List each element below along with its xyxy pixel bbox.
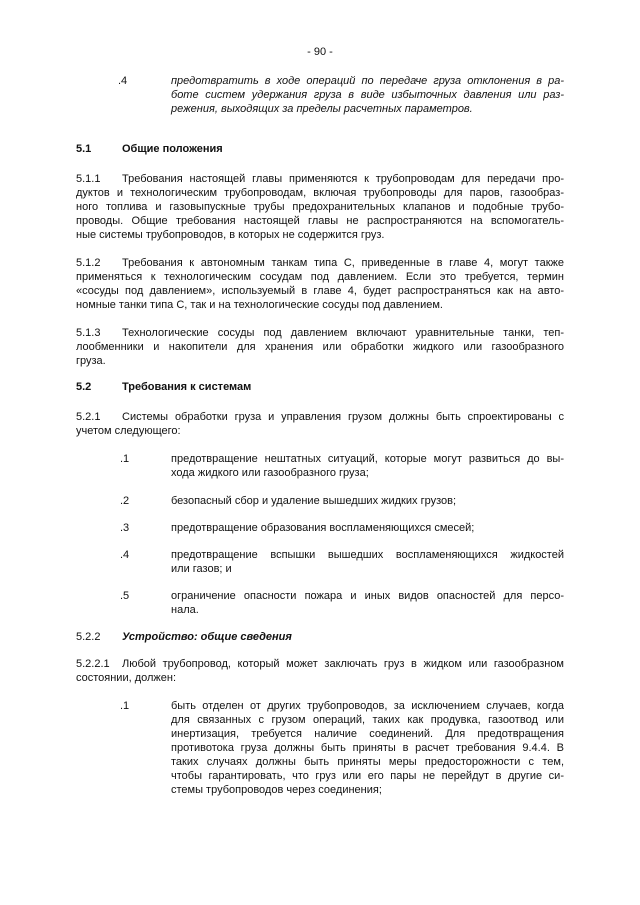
para-5-1-3-line: груза. — [76, 355, 106, 367]
list-item-line: или газов; и — [171, 563, 232, 575]
para-5-1-2-line: применяться к технологическим сосудам под давлением. Если это требуется, термин — [76, 271, 564, 283]
para-5-1-1-line: Требования настоящей главы применяются к трубопроводам для передачи про- — [122, 173, 564, 185]
section-5-2-number: 5.2 — [76, 381, 92, 393]
list-item-line: хода жидкого или газообразного груза; — [171, 467, 369, 479]
list-item-number: .3 — [120, 522, 130, 534]
para-5-1-3-line: лообменники и накопители для хранения или обработки жидкого или газообразного — [76, 341, 564, 353]
section-5-2-2-number: 5.2.2 — [76, 631, 101, 643]
list-item-number: .2 — [120, 495, 130, 507]
list-item-line: предотвращение нештатных ситуаций, которые могут развиться до вы- — [171, 453, 564, 465]
sub-item-line: противотока груза должны быть приняты в расчет требования 9.4.4. В — [171, 742, 564, 754]
sub-item-line: быть отделен от других трубопроводов, за исключением случаев, когда — [171, 700, 564, 712]
section-5-1-number: 5.1 — [76, 143, 92, 155]
para-5-2-1-line: Системы обработки груза и управления грузом должны быть спроектированы с — [122, 411, 564, 423]
para-5-1-3-line: Технологические сосуды под давлением включают уравнительные танки, теп- — [122, 327, 564, 339]
para-5-1-1-line: ные системы трубопроводов, в которых не содержится груз. — [76, 229, 385, 241]
section-5-2-title: Требования к системам — [122, 381, 252, 393]
list-item-line: безопасный сбор и удаление вышедших жидких грузов; — [171, 495, 457, 507]
para-5-1-1-number: 5.1.1 — [76, 173, 101, 185]
para-5-1-1-line: дуктов и технологическим трубопроводам, включая трубопроводы для паров, газообраз- — [76, 187, 564, 199]
list-item-line: предотвращение вспышки вышедших воспламеняющихся жидкостей — [171, 549, 564, 561]
para-5-1-2-number: 5.1.2 — [76, 257, 101, 269]
page-number: - 90 - — [307, 46, 333, 58]
intro-item-line: режения, выходящих за пределы расчетных параметров. — [171, 103, 473, 115]
list-item-number: .1 — [120, 453, 130, 465]
section-5-2-2-title: Устройство: общие сведения — [122, 631, 292, 643]
sub-item-line: для связанных с грузом операций, таких как продувка, газоотвод или — [171, 714, 564, 726]
sub-item-line: стемы трубопроводов через соединения; — [171, 784, 382, 796]
para-5-1-2-line: Требования к автономным танкам типа С, приведенные в главе 4, могут также — [122, 257, 564, 269]
para-5-1-2-line: номные танки типа С, так и на технологические сосуды под давлением. — [76, 299, 443, 311]
para-5-1-3-number: 5.1.3 — [76, 327, 101, 339]
intro-item-line: предотвратить в ходе операций по передаче груза отклонения в ра- — [171, 75, 564, 87]
para-5-2-2-1-number: 5.2.2.1 — [76, 658, 110, 670]
sub-item-line: чтобы гарантировать, что груз или его пары не перейдут в другие си- — [171, 770, 564, 782]
intro-item-number: .4 — [118, 75, 128, 87]
para-5-2-2-1-line: состоянии, должен: — [76, 672, 177, 684]
sub-item-line: таких случаях должны быть приняты меры предосторожности с тем, — [171, 756, 564, 768]
list-item-number: .4 — [120, 549, 130, 561]
para-5-2-2-1-line: Любой трубопровод, который может заключать груз в жидком или газообразном — [122, 658, 564, 670]
para-5-1-1-line: проводы. Общие требования настоящей главы не распространяются на вспомогатель- — [76, 215, 564, 227]
sub-item-line: инертизация, требуется наличие соединений. Для предотвращения — [171, 728, 564, 740]
para-5-1-2-line: «сосуды под давлением», используемый в главе 4, будет распространяться как на авто- — [76, 285, 564, 297]
intro-item-line: боте систем удержания груза в виде избыточных давления или раз- — [171, 89, 564, 101]
list-item-number: .5 — [120, 590, 130, 602]
para-5-2-1-number: 5.2.1 — [76, 411, 101, 423]
list-item-line: предотвращение образования воспламеняющихся смесей; — [171, 522, 475, 534]
para-5-2-1-line: учетом следующего: — [76, 425, 181, 437]
sub-item-number: .1 — [120, 700, 130, 712]
para-5-1-1-line: ного топлива и газовыпускные трубы предохранительных клапанов и подобные трубо- — [76, 201, 564, 213]
list-item-line: ограничение опасности пожара и иных видов опасностей для персо- — [171, 590, 564, 602]
section-5-1-title: Общие положения — [122, 143, 223, 155]
list-item-line: нала. — [171, 604, 199, 616]
